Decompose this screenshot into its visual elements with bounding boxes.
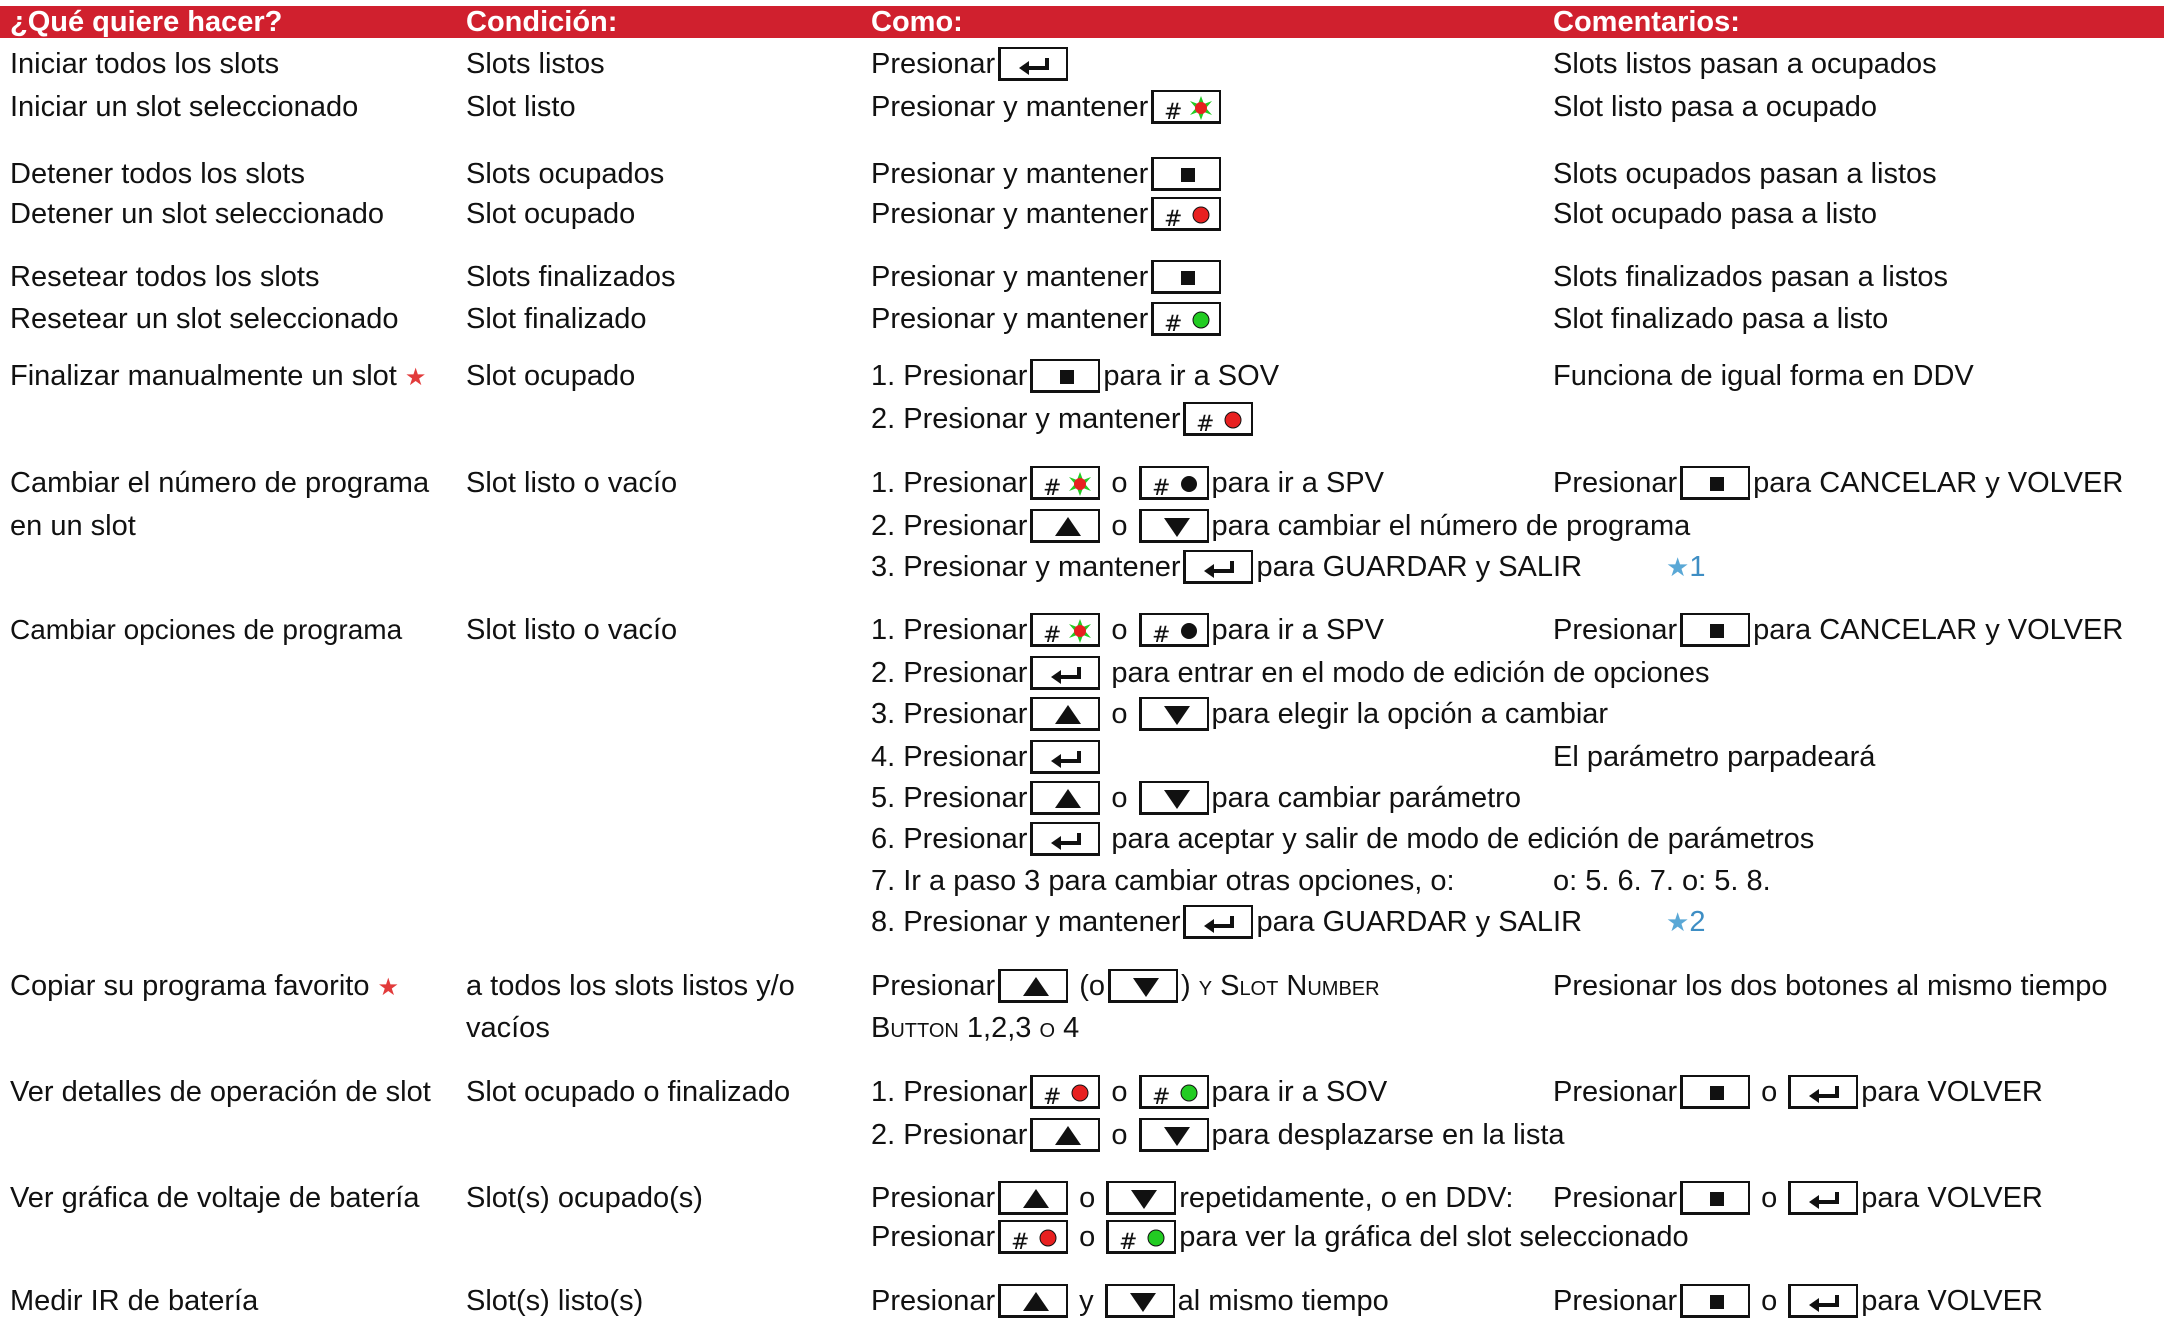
- row11-comment-pre: Presionar: [1553, 1076, 1678, 1108]
- star-icon: ★: [404, 364, 427, 391]
- row7-what-text: Finalizar manualmente un slot: [10, 360, 397, 392]
- up-arrow-icon: [998, 969, 1068, 1003]
- row9-step5-post: para cambiar parámetro: [1211, 782, 1521, 814]
- row8-comment-pre: Presionar: [1553, 467, 1678, 499]
- or-text: o: [1111, 1119, 1128, 1151]
- row5-what: Resetear todos los slots: [10, 261, 320, 293]
- row11-step1-post: para ir a SOV: [1211, 1076, 1388, 1108]
- row12-comment-pre: Presionar: [1553, 1182, 1678, 1214]
- row8-step2-post: para cambiar el número de programa: [1211, 510, 1691, 542]
- row3-how-text: Presionar y mantener: [871, 158, 1149, 190]
- row4-condition: Slot ocupado: [466, 198, 636, 230]
- row7-step2-pre: 2. Presionar y mantener: [871, 403, 1181, 435]
- row9-step4-comment: El parámetro parpadeará: [1553, 741, 1876, 773]
- row2-what: Iniciar un slot seleccionado: [10, 91, 359, 123]
- row1-condition: Slots listos: [466, 48, 605, 80]
- or-text: o: [1761, 1182, 1778, 1214]
- row12-how-line2-pre: Presionar: [871, 1221, 996, 1253]
- row12-how-line1: [871, 1181, 1514, 1215]
- enter-icon: [1030, 740, 1100, 774]
- row8-comment: [1553, 466, 2123, 500]
- stop-icon: [1680, 613, 1750, 647]
- or-text: o: [1111, 467, 1128, 499]
- row8-condition: Slot listo o vacío: [466, 467, 678, 499]
- and-text: y: [1079, 1285, 1094, 1317]
- row9-condition: Slot listo o vacío: [466, 614, 678, 646]
- slot-green-led-icon: [1106, 1220, 1176, 1254]
- row2-how: [871, 90, 1224, 124]
- row11-step2-pre: 2. Presionar: [871, 1119, 1028, 1151]
- or-text: o: [1079, 1221, 1096, 1253]
- row9-step4: [871, 740, 1103, 774]
- slot-red-led-icon: [1030, 1075, 1100, 1109]
- row13-condition: Slot(s) listo(s): [466, 1285, 644, 1317]
- enter-icon: [1030, 656, 1100, 690]
- header-what: ¿Qué quiere hacer?: [10, 6, 283, 38]
- stop-icon: [1151, 260, 1221, 294]
- row11-comment: [1553, 1075, 2043, 1109]
- row10-how-pre: Presionar: [871, 970, 996, 1002]
- star-icon: ★: [1666, 907, 1690, 937]
- row9-what: Cambiar opciones de programa: [10, 614, 403, 645]
- row8-step1: [871, 466, 1384, 500]
- row8-comment-post: para CANCELAR y VOLVER: [1753, 467, 2124, 499]
- down-arrow-icon: [1139, 1118, 1209, 1152]
- row9-comment-pre: Presionar: [1553, 614, 1678, 646]
- row13-comment: [1553, 1284, 2043, 1318]
- star-icon: ★: [1666, 552, 1690, 582]
- down-arrow-icon: [1108, 969, 1178, 1003]
- row1-comment: Slots listos pasan a ocupados: [1553, 48, 1937, 80]
- row11-step1: [871, 1075, 1387, 1109]
- row9-step3-post: para elegir la opción a cambiar: [1211, 698, 1609, 730]
- up-arrow-icon: [1030, 509, 1100, 543]
- slot-multicolor-led-icon: [1030, 466, 1100, 500]
- row10-how: [871, 969, 1380, 1003]
- row8-what-line1: Cambiar el número de programa: [10, 467, 430, 499]
- row7-condition: Slot ocupado: [466, 360, 636, 392]
- up-arrow-icon: [1030, 781, 1100, 815]
- row9-step7-comment: o: 5. 6. 7. o: 5. 8.: [1553, 865, 1771, 897]
- row4-comment: Slot ocupado pasa a listo: [1553, 198, 1878, 230]
- row1-what: Iniciar todos los slots: [10, 48, 280, 80]
- row13-how: [871, 1284, 1389, 1318]
- slot-black-led-icon: [1139, 613, 1209, 647]
- row3-condition: Slots ocupados: [466, 158, 665, 190]
- row8-note: [1666, 550, 1705, 584]
- slot-green-led-icon: [1151, 302, 1221, 336]
- row13-what: Medir IR de batería: [10, 1285, 259, 1317]
- row9-step1-post: para ir a SPV: [1211, 614, 1384, 646]
- row9-step6-pre: 6. Presionar: [871, 823, 1028, 855]
- slot-red-led-icon: [1151, 197, 1221, 231]
- table-header: [0, 6, 2164, 38]
- slot-multicolor-led-icon: [1030, 613, 1100, 647]
- up-arrow-icon: [998, 1284, 1068, 1318]
- row3-what: Detener todos los slots: [10, 158, 305, 190]
- row13-comment-post: para VOLVER: [1861, 1285, 2043, 1317]
- row10-how-paren: (o: [1079, 970, 1105, 1002]
- row2-how-text: Presionar y mantener: [871, 91, 1149, 123]
- down-arrow-icon: [1105, 1284, 1175, 1318]
- row9-step2: [871, 656, 1710, 690]
- stop-icon: [1680, 1075, 1750, 1109]
- row6-comment: Slot finalizado pasa a listo: [1553, 303, 1889, 335]
- row10-what-text: Copiar su programa favorito: [10, 970, 370, 1002]
- row12-comment: [1553, 1181, 2043, 1215]
- or-text: o: [1111, 782, 1128, 814]
- row8-step3-pre: 3. Presionar y mantener: [871, 551, 1181, 583]
- down-arrow-icon: [1139, 697, 1209, 731]
- row4-how: [871, 197, 1224, 231]
- row12-condition: Slot(s) ocupado(s): [466, 1182, 703, 1214]
- enter-icon: [1788, 1181, 1858, 1215]
- row10-what: [10, 969, 399, 1005]
- row12-how-line2-post: para ver la gráfica del slot seleccionado: [1179, 1221, 1689, 1253]
- row9-step1-pre: 1. Presionar: [871, 614, 1028, 646]
- row12-how-line1-pre: Presionar: [871, 1182, 996, 1214]
- row9-comment: [1553, 613, 2123, 647]
- or-text: o: [1111, 614, 1128, 646]
- header-condition: Condición:: [466, 6, 618, 38]
- row11-step2-post: para desplazarse en la lista: [1211, 1119, 1565, 1151]
- row8-step2-pre: 2. Presionar: [871, 510, 1028, 542]
- row6-how: [871, 302, 1224, 336]
- row10-condition-line1: a todos los slots listos y/o: [466, 970, 795, 1002]
- row9-step8-pre: 8. Presionar y mantener: [871, 906, 1181, 938]
- row9-step5-pre: 5. Presionar: [871, 782, 1028, 814]
- row8-step3-post: para GUARDAR y SALIR: [1256, 551, 1583, 583]
- row13-comment-pre: Presionar: [1553, 1285, 1678, 1317]
- stop-icon: [1030, 359, 1100, 393]
- row9-step3: [871, 697, 1608, 731]
- stop-icon: [1151, 157, 1221, 191]
- slot-red-led-icon: [998, 1220, 1068, 1254]
- stop-icon: [1680, 1284, 1750, 1318]
- row5-comment: Slots finalizados pasan a listos: [1553, 261, 1948, 293]
- row9-step8: [871, 905, 1582, 939]
- enter-icon: [1030, 822, 1100, 856]
- row4-how-text: Presionar y mantener: [871, 198, 1149, 230]
- row3-how: [871, 157, 1224, 191]
- enter-icon: [1788, 1075, 1858, 1109]
- row13-how-post: al mismo tiempo: [1177, 1285, 1389, 1317]
- row7-comment: Funciona de igual forma en DDV: [1553, 360, 1974, 392]
- row9-step7: 7. Ir a paso 3 para cambiar otras opciones, o:: [871, 865, 1455, 897]
- down-arrow-icon: [1139, 509, 1209, 543]
- row9-note: [1666, 905, 1705, 939]
- row11-comment-post: para VOLVER: [1861, 1076, 2043, 1108]
- down-arrow-icon: [1106, 1181, 1176, 1215]
- row9-step6-post: para aceptar y salir de modo de edición de parámetros: [1111, 823, 1815, 855]
- row8-note-number: 1: [1689, 551, 1706, 583]
- row6-what: Resetear un slot seleccionado: [10, 303, 399, 335]
- slot-green-led-icon: [1139, 1075, 1209, 1109]
- or-text: o: [1111, 510, 1128, 542]
- row5-condition: Slots finalizados: [466, 261, 676, 293]
- row9-step3-pre: 3. Presionar: [871, 698, 1028, 730]
- row13-how-pre: Presionar: [871, 1285, 996, 1317]
- row12-how-line2: [871, 1220, 1689, 1254]
- row7-step1: [871, 359, 1279, 393]
- star-icon: ★: [377, 974, 400, 1001]
- row7-step2: [871, 402, 1256, 436]
- row9-step6: [871, 822, 1814, 856]
- row7-step1-post: para ir a SOV: [1103, 360, 1280, 392]
- row7-what: [10, 359, 426, 395]
- stop-icon: [1680, 466, 1750, 500]
- header-comments: Comentarios:: [1553, 6, 1740, 38]
- enter-icon: [1183, 550, 1253, 584]
- enter-icon: [1183, 905, 1253, 939]
- row1-how: [871, 47, 1071, 81]
- row10-how-line2: Button 1,2,3 o 4: [871, 1012, 1080, 1044]
- up-arrow-icon: [998, 1181, 1068, 1215]
- row2-comment: Slot listo pasa a ocupado: [1553, 91, 1878, 123]
- or-text: o: [1761, 1285, 1778, 1317]
- stop-icon: [1680, 1181, 1750, 1215]
- slot-red-led-icon: [1183, 402, 1253, 436]
- row12-how-line1-post: repetidamente, o en DDV:: [1179, 1182, 1514, 1214]
- up-arrow-icon: [1030, 697, 1100, 731]
- enter-icon: [998, 47, 1068, 81]
- row2-condition: Slot listo: [466, 91, 576, 123]
- row9-step2-pre: 2. Presionar: [871, 657, 1028, 689]
- row9-step2-post: para entrar en el modo de edición de opciones: [1111, 657, 1710, 689]
- slot-black-led-icon: [1139, 466, 1209, 500]
- row12-comment-post: para VOLVER: [1861, 1182, 2043, 1214]
- up-arrow-icon: [1030, 1118, 1100, 1152]
- row4-what: Detener un slot seleccionado: [10, 198, 385, 230]
- row6-how-text: Presionar y mantener: [871, 303, 1149, 335]
- row1-how-text: Presionar: [871, 48, 996, 80]
- row6-condition: Slot finalizado: [466, 303, 647, 335]
- row9-comment-post: para CANCELAR y VOLVER: [1753, 614, 2124, 646]
- or-text: o: [1079, 1182, 1096, 1214]
- row10-how-post: ) y Slot Number: [1180, 970, 1380, 1002]
- row8-step1-pre: 1. Presionar: [871, 467, 1028, 499]
- down-arrow-icon: [1139, 781, 1209, 815]
- row10-condition-line2: vacíos: [466, 1012, 550, 1044]
- row8-step2: [871, 509, 1690, 543]
- or-text: o: [1111, 1076, 1128, 1108]
- row8-step3: [871, 550, 1582, 584]
- row9-step5: [871, 781, 1521, 815]
- row11-what: Ver detalles de operación de slot: [10, 1076, 431, 1108]
- row7-step1-pre: 1. Presionar: [871, 360, 1028, 392]
- or-text: o: [1761, 1076, 1778, 1108]
- row9-step8-post: para GUARDAR y SALIR: [1256, 906, 1583, 938]
- row10-comment: Presionar los dos botones al mismo tiempo: [1553, 970, 2108, 1002]
- row11-step2: [871, 1118, 1565, 1152]
- row9-step4-pre: 4. Presionar: [871, 741, 1028, 773]
- enter-icon: [1788, 1284, 1858, 1318]
- row5-how-text: Presionar y mantener: [871, 261, 1149, 293]
- row8-step1-post: para ir a SPV: [1211, 467, 1384, 499]
- row11-condition: Slot ocupado o finalizado: [466, 1076, 791, 1108]
- row3-comment: Slots ocupados pasan a listos: [1553, 158, 1937, 190]
- row9-step1: [871, 613, 1384, 647]
- row8-what-line2: en un slot: [10, 510, 136, 542]
- row11-step1-pre: 1. Presionar: [871, 1076, 1028, 1108]
- header-how: Como:: [871, 6, 963, 38]
- row5-how: [871, 260, 1224, 294]
- or-text: o: [1111, 698, 1128, 730]
- slot-multicolor-led-icon: [1151, 90, 1221, 124]
- row12-what: Ver gráfica de voltaje de batería: [10, 1182, 420, 1214]
- row9-note-number: 2: [1689, 906, 1706, 938]
